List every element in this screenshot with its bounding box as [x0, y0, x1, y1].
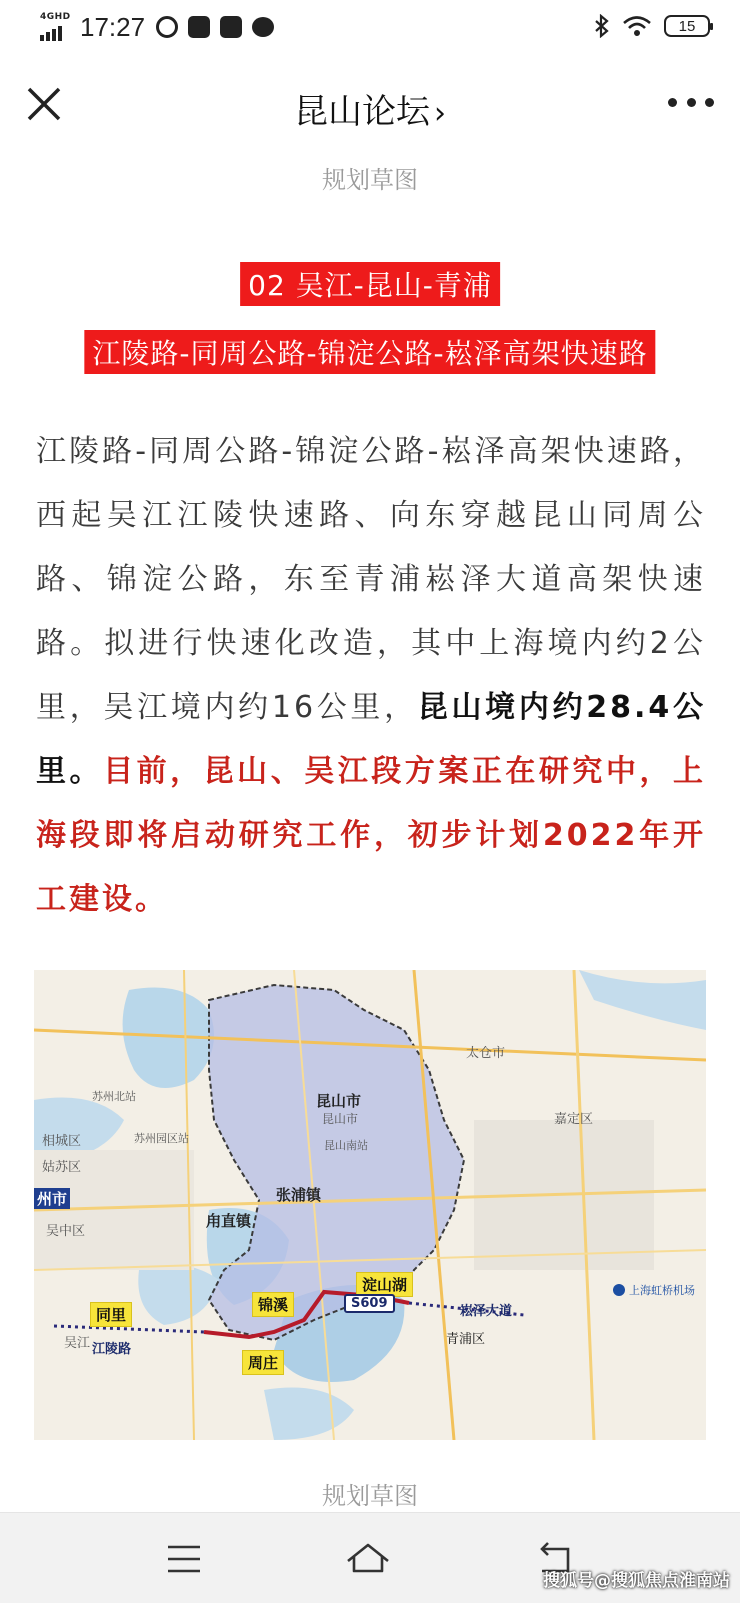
map-label-qingpu: 青浦区: [446, 1332, 486, 1347]
highlight-heading-roads: 江陵路-同周公路-锦淀公路-崧泽高架快速路: [84, 330, 655, 374]
wifi-icon: [622, 15, 652, 37]
article-body: [36, 420, 706, 932]
watermark: 搜狐号@搜狐焦点淮南站: [543, 1571, 730, 1591]
map-label-luzhi: 甪直镇: [206, 1212, 252, 1230]
bluetooth-icon: [594, 14, 610, 38]
menu-button[interactable]: [160, 1535, 208, 1583]
map-badge-tongli: 同里: [90, 1302, 132, 1327]
nav-bar: [0, 62, 740, 152]
image-caption-bottom: 规划草图: [322, 1482, 418, 1510]
map-label-wuzhong: 吴中区: [46, 1224, 86, 1239]
map-road-label-songze: 崧泽大道: [460, 1304, 513, 1319]
article-red-text: 目前，昆山、吴江段方案正在研究中，上海段即将启动研究工作，初步计划2022年开工建设。: [36, 754, 707, 917]
highlight-heading-route: 02 吴江-昆山-青浦: [240, 262, 500, 306]
map-label-gusu: 姑苏区: [42, 1160, 82, 1175]
network-type: 4GHD: [40, 12, 71, 22]
map-label-wujiang: 吴江: [64, 1336, 91, 1351]
nav-title-link[interactable]: [0, 84, 740, 133]
map-label-taicang: 太仓市: [466, 1046, 506, 1061]
map-label-zhangpu: 张浦镇: [276, 1186, 322, 1204]
home-button[interactable]: [344, 1535, 392, 1583]
article-bold-text: 昆山境内约28.4公里。: [36, 690, 706, 789]
map-label-suzhou-city: 州市: [34, 1188, 70, 1209]
menu-icon: [160, 1535, 208, 1583]
map-label-kunshan-small: 昆山市: [322, 1112, 359, 1126]
map-label-xiangcheng: 相城区: [42, 1134, 82, 1149]
signal-icon: [40, 12, 74, 42]
more-icon-dot: [687, 98, 696, 107]
map-road-label-jiangling: 江陵路: [92, 1342, 132, 1357]
map-label-jiading: 嘉定区: [554, 1112, 594, 1127]
map-label-suzhou-north: 苏州北站: [92, 1090, 136, 1103]
battery-icon: [664, 15, 710, 37]
map-label-hongqiao: 上海虹桥机场: [629, 1284, 695, 1297]
map-label-kunshan: 昆山市: [316, 1092, 362, 1110]
map-label-suzhou-park: 苏州园区站: [134, 1132, 189, 1145]
map-road-shield-s609: S609: [344, 1294, 395, 1313]
map-badge-zhouzhuang: 周庄: [242, 1350, 284, 1375]
more-icon-dot: [668, 98, 677, 107]
chevron-right-icon: ›: [434, 96, 446, 131]
map-badge-jinxi: 锦溪: [252, 1292, 294, 1317]
status-time: 17:27: [80, 12, 146, 42]
battery-level: 15: [678, 17, 696, 35]
map-label-kunshan-south: 昆山南站: [324, 1139, 368, 1152]
more-options-button[interactable]: [668, 92, 714, 112]
article-text: 江陵路-同周公路-锦淀公路-崧泽高架快速路，西起吴江江陵快速路、向东穿越昆山同周公路、锦淀公路，东至青浦崧泽大道高架快速路。拟进行快速化改造，其中上海境内约2公里，吴江境内约16公里，: [36, 434, 706, 725]
planning-map-image[interactable]: [34, 970, 706, 1440]
image-caption-top: 规划草图: [322, 166, 418, 194]
more-icon-dot: [705, 98, 714, 107]
map-badge-dianshanhu: 淀山湖: [356, 1272, 413, 1297]
message-icon: [220, 16, 242, 38]
page-title: 昆山论坛: [294, 92, 430, 132]
status-bar: [0, 0, 740, 56]
chat-icon: [252, 17, 274, 37]
map-graphic: [34, 970, 706, 1440]
home-icon: [344, 1535, 392, 1583]
system-nav-bar: [0, 1512, 740, 1603]
notification-icon: [156, 16, 178, 38]
mail-icon: [188, 16, 210, 38]
